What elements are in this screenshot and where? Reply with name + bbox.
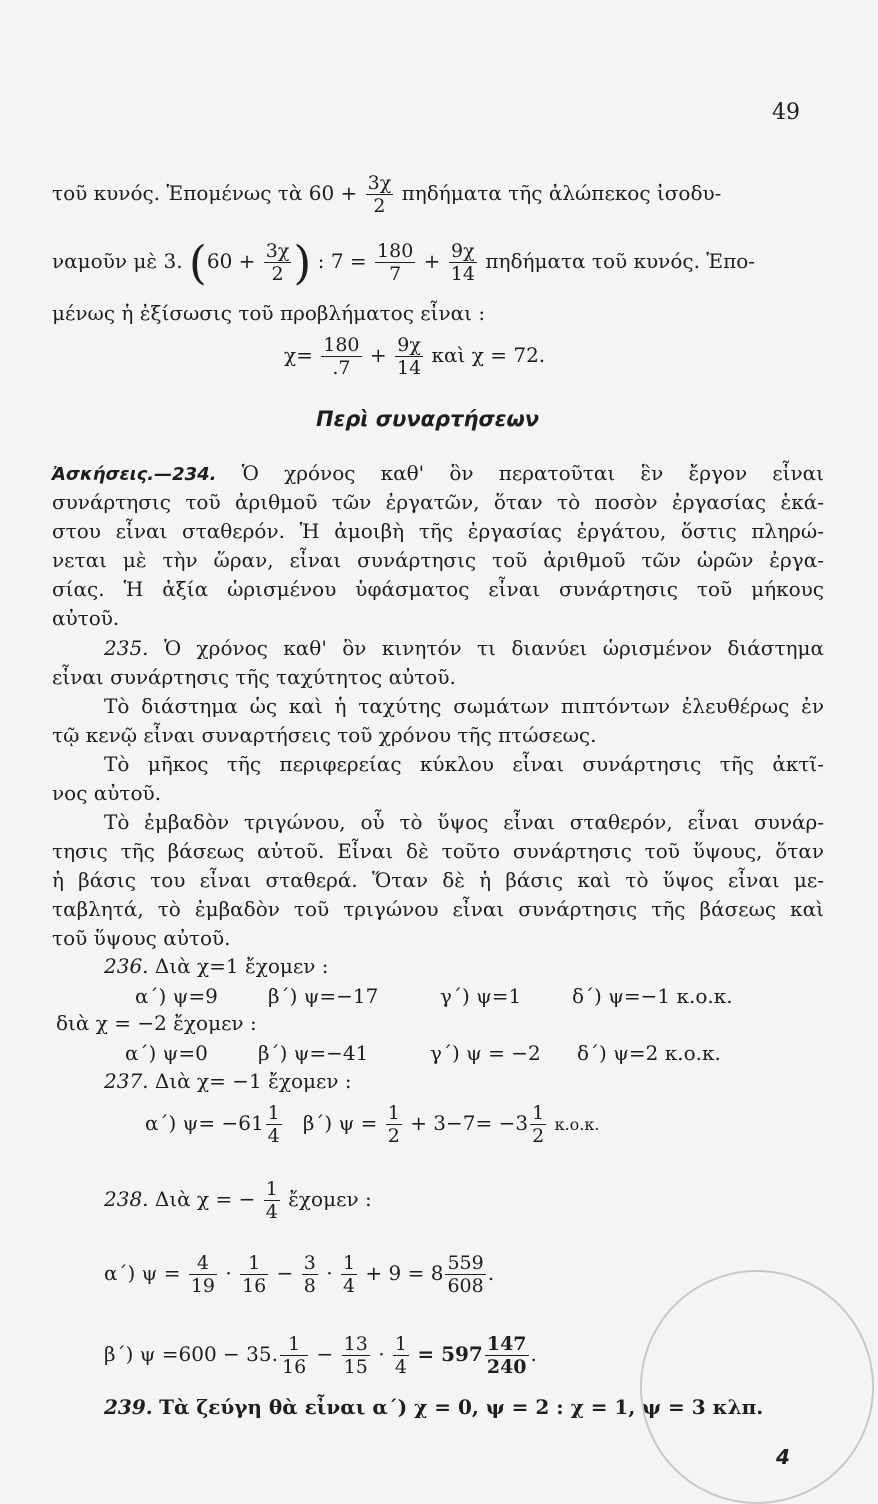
fraction: $\frac{1}{4}$: [267, 1102, 280, 1147]
ex-235-line-3: Τὸ διάστημα ὡς καὶ ἡ ταχύτης σωμάτων πιπτόντων ἐλευθέρως ἐν: [104, 694, 824, 718]
ex-236-line-1: 236. Διὰ χ=1 ἔχομεν :: [104, 954, 329, 978]
text-line-1: τοῦ κυνός. Ἑπομένως τὰ 60 + $\frac{3\chi}{2}$ πηδήματα τῆς ἀλώπεκος ἰσοδυ-: [52, 172, 722, 217]
fraction: $\frac{180}{.7}$: [323, 334, 360, 379]
fraction: $\frac{9\chi}{14}$: [397, 334, 422, 379]
book-page: 49 τοῦ κυνός. Ἑπομένως τὰ 60 + $\frac{3\chi}{2}$ πηδήματα τῆς ἀλώπεκος ἰσοδυ- ναμοῦν μὲ 3. (60 + $\frac{3\chi}{2}$ ) : 7 = $\frac{180}{7}$ + $\frac{9\chi}{14}$ πηδήματα τοῦ κυνός. Ἑπο- μένως ἡ ἐξίσωσις τοῦ προβλήματος εἶναι : χ= $\frac{180}{.7}$ + $\frac{9\chi}{14}$ καὶ χ = 72. Περὶ συναρτήσεων Ἀσκήσεις.—234. Ὁ χρόνος καθ' ὃν περατοῦται ἓν ἔργον εἶναι συνάρτησις τοῦ ἀριθμοῦ τῶν ἐργατῶν, ὅταν τὸ ποσὸν ἐργασίας ἑκά- στου εἶναι σταθερόν. Ἡ ἀμοιβὴ τῆς ἐργασίας ἐργάτου, ὅστις πληρώ- νεται μὲ τὴν ὥραν, εἶναι συνάρτησις τοῦ ἀριθμοῦ τῶν ὡρῶν ἐργα- σίας. Ἡ ἀξία ὡρισμένου ὑφάσματος εἶναι συνάρτησις τοῦ μήκους αὐτοῦ. 235. Ὁ χρόνος καθ' ὃν κινητόν τι διανύει ὡρισμένον διάστημα εἶναι συνάρτησις τῆς ταχύτητος αὐτοῦ. Τὸ διάστημα ὡς καὶ ἡ ταχύτης σωμάτων πιπτόντων ἐλευθέρως ἐν τῷ κενῷ εἶναι συναρτήσεις τοῦ χρόνου τῆς πτώσεως. Τὸ μῆκος τῆς περιφερείας κύκλου εἶναι συνάρτησις τῆς ἀκτῖ- νος αὐτοῦ. Τὸ ἐμβαδὸν τριγώνου, οὗ τὸ ὕψος εἶναι σταθερόν, εἶναι συνάρ- τησις τῆς βάσεως αὐτοῦ. Εἶναι δὲ τοῦτο συνάρτησις τοῦ ὕψους, ὅταν ἡ βάσις του εἶναι σταθερά. Ὅταν δὲ ἡ βάσις καὶ τὸ ὕψος εἶναι με- ταβλητά, τὸ ἐμβαδὸν τοῦ τριγώνου εἶναι συνάρτησις τῆς βάσεως καὶ τοῦ ὕψους αὐτοῦ. 236. Διὰ χ=1 ἔχομεν : α΄) ψ=9 β΄) ψ=−17 γ΄) ψ=1 δ΄) ψ=−1 κ.ο.κ. διὰ χ = −2 ἔχομεν : α΄) ψ=0 β΄) ψ=−41 γ΄) ψ = −2 δ΄) ψ=2 κ.ο.κ. 237. Διὰ χ= −1 ἔχομεν : α΄) ψ= −61 $\frac{1}{4}$ β΄) ψ = $\frac{1}{2}$ + 3−7= −3 $\frac{1}{2}$ κ.ο.κ. 238. Διὰ χ = − $\frac{1}{4}$ ἔχομεν : α΄) ψ = $\frac{4}{19}$ · $\frac{1}{16}$ − $\frac{3}{8}$ · $\frac{1}{4}$ + 9 = 8 $\frac{559}{608}$ . β΄) ψ =600 − 35. $\frac{1}{16}$ − $\frac{13}{15}$ · $\frac{1}{4}$ = 597 $\frac{147}{240}$ . 239. Τὰ ζεύγη θὰ εἶναι α΄) χ = 0, ψ = 2 : χ = 1, ψ = 3 κλπ. 4: [0, 0, 878, 1500]
ex-234-line-1: Ἀσκήσεις.—234. Ὁ χρόνος καθ' ὃν περατοῦται ἓν ἔργον εἶναι: [52, 461, 824, 485]
text-line-2: ναμοῦν μὲ 3. (60 + $\frac{3\chi}{2}$ ) : 7 = $\frac{180}{7}$ + $\frac{9\chi}{14}$ πηδήματα τοῦ κυνός. Ἑπο-: [52, 235, 756, 290]
text-line-3: μένως ἡ ἐξίσωσις τοῦ προβλήματος εἶναι :: [52, 301, 486, 325]
ex-235-line-8: τησις τῆς βάσεως αὐτοῦ. Εἶναι δὲ τοῦτο συνάρτησις τοῦ ὕψους, ὅταν: [52, 839, 824, 863]
ex-234-line-3: στου εἶναι σταθερόν. Ἡ ἀμοιβὴ τῆς ἐργασίας ἐργάτου, ὅστις πληρώ-: [52, 519, 824, 543]
ex-235-line-11: τοῦ ὕψους αὐτοῦ.: [52, 926, 231, 950]
ex-235-line-10: ταβλητά, τὸ ἐμβαδὸν τοῦ τριγώνου εἶναι συνάρτησις τῆς βάσεως καὶ: [52, 897, 824, 921]
ex-238-values-a: α΄) ψ = $\frac{4}{19}$ · $\frac{1}{16}$ − $\frac{3}{8}$ · $\frac{1}{4}$ + 9 = 8 $\frac{559}{608}$ .: [104, 1252, 495, 1297]
ex-235-line-4: τῷ κενῷ εἶναι συναρτήσεις τοῦ χρόνου τῆς πτώσεως.: [52, 723, 597, 747]
fraction: $\frac{1}{16}$: [281, 1333, 307, 1378]
library-stamp: [640, 1270, 874, 1504]
fraction: $\frac{180}{7}$: [377, 240, 414, 285]
equation-line: χ= $\frac{180}{.7}$ + $\frac{9\chi}{14}$ καὶ χ = 72.: [284, 334, 546, 379]
ex-237-line-1: 237. Διὰ χ= −1 ἔχομεν :: [104, 1069, 352, 1093]
ex-235-line-5: Τὸ μῆκος τῆς περιφερείας κύκλου εἶναι συνάρτησις τῆς ἀκτῖ-: [104, 752, 824, 776]
ex-234-line-4: νεται μὲ τὴν ὥραν, εἶναι συνάρτησις τοῦ ἀριθμοῦ τῶν ὡρῶν ἐργα-: [52, 548, 824, 572]
ex-234-line-2: συνάρτησις τοῦ ἀριθμοῦ τῶν ἐργατῶν, ὅταν τὸ ποσὸν ἐργασίας ἑκά-: [52, 490, 824, 514]
footer-number: 4: [776, 1445, 790, 1469]
fraction: $\frac{147}{240}$: [486, 1333, 527, 1378]
fraction: $\frac{1}{4}$: [342, 1252, 356, 1297]
ex-235-line-9: ἡ βάσις του εἶναι σταθερά. Ὅταν δὲ ἡ βάσις καὶ τὸ ὕψος εἶναι με-: [52, 868, 824, 892]
ex-235-line-7: Τὸ ἐμβαδὸν τριγώνου, οὗ τὸ ὕψος εἶναι σταθερόν, εἶναι συνάρ-: [104, 810, 824, 834]
fraction: $\frac{3}{8}$: [303, 1252, 316, 1297]
fraction: $\frac{4}{19}$: [190, 1252, 216, 1297]
fraction: $\frac{559}{608}$: [447, 1252, 484, 1297]
fraction: $\frac{1}{2}$: [532, 1102, 545, 1147]
fraction: $\frac{3\chi}{2}$: [265, 240, 290, 285]
ex-237-values: α΄) ψ= −61 $\frac{1}{4}$ β΄) ψ = $\frac{1}{2}$ + 3−7= −3 $\frac{1}{2}$ κ.ο.κ.: [145, 1102, 600, 1147]
ex-235-line-2: εἶναι συνάρτησις τῆς ταχύτητος αὐτοῦ.: [52, 665, 456, 689]
fraction: $\frac{1}{16}$: [242, 1252, 267, 1297]
ex-239-line: 239. Τὰ ζεύγη θὰ εἶναι α΄) χ = 0, ψ = 2 : χ = 1, ψ = 3 κλπ.: [104, 1395, 764, 1419]
fraction: $\frac{1}{4}$: [265, 1178, 278, 1223]
fraction: $\frac{1}{2}$: [387, 1102, 400, 1147]
ex-238-values-b: β΄) ψ =600 − 35. $\frac{1}{16}$ − $\frac{13}{15}$ · $\frac{1}{4}$ = 597 $\frac{147}{240}$ .: [104, 1333, 537, 1378]
ex-236-line-2: διὰ χ = −2 ἔχομεν :: [56, 1011, 257, 1035]
ex-234-line-5: σίας. Ἡ ἀξία ὡρισμένου ὑφάσματος εἶναι συνάρτησις τοῦ μήκους: [52, 577, 824, 601]
ex-235-line-1: 235. Ὁ χρόνος καθ' ὃν κινητόν τι διανύει ὡρισμένον διάστημα: [104, 636, 824, 660]
ex-235-line-6: νος αὐτοῦ.: [52, 781, 162, 805]
page-number: 49: [772, 100, 800, 125]
fraction: $\frac{13}{15}$: [343, 1333, 368, 1378]
ex-238-line-1: 238. Διὰ χ = − $\frac{1}{4}$ ἔχομεν :: [104, 1178, 372, 1223]
section-heading: Περὶ συναρτήσεων: [316, 407, 540, 431]
fraction: $\frac{1}{4}$: [394, 1333, 408, 1378]
fraction: $\frac{3\chi}{2}$: [367, 172, 392, 217]
fraction: $\frac{9\chi}{14}$: [450, 240, 475, 285]
ex-234-line-6: αὐτοῦ.: [52, 606, 120, 630]
